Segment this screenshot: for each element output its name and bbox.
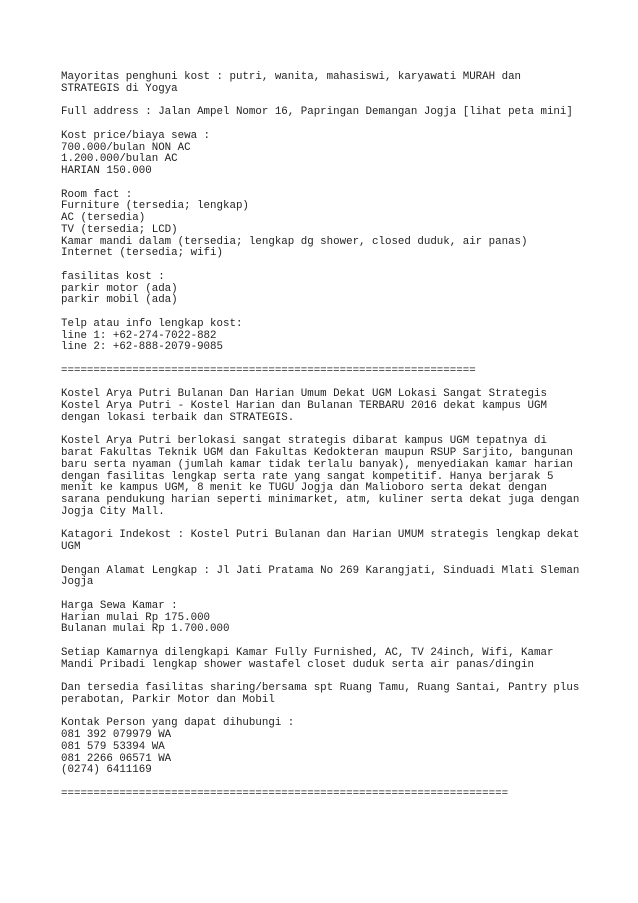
text-line: Kostel Arya Putri berlokasi sangat strategis dibarat kampus UGM tepatnya di — [61, 435, 547, 448]
text-line: (0274) 6411169 — [61, 764, 152, 777]
text-paragraph — [61, 718, 591, 777]
text-line: Harian mulai Rp 175.000 — [61, 611, 211, 624]
text-paragraph — [61, 131, 591, 178]
text-paragraph — [61, 272, 591, 307]
text-paragraph — [61, 683, 591, 707]
text-line: Setiap Kamarnya dilengkapi Kamar Fully Furnished, AC, TV 24inch, Wifi, Kamar — [61, 646, 554, 659]
text-line: dengan fasilitas lengkap serta rate yang sangat kompetitif. Hanya berjarak 5 — [61, 470, 554, 483]
text-line: line 1: +62-274-7022-882 — [61, 329, 217, 342]
text-line: Furniture (tersedia; lengkap) — [61, 200, 249, 213]
text-line: 081 2266 06571 WA — [61, 752, 172, 765]
text-line: Kostel Arya Putri - Kostel Harian dan Bulanan TERBARU 2016 dekat kampus UGM — [61, 400, 547, 412]
text-paragraph — [61, 190, 591, 261]
text-line: TV (tersedia; LCD) — [61, 223, 178, 236]
text-line: baru serta nyaman (jumlah kamar tidak terlalu banyak), menyediakan kamar harian — [61, 458, 573, 471]
text-line: Full address : Jalan Ampel Nomor 16, Papringan Demangan Jogja [lihat peta mini] — [61, 106, 573, 119]
text-line: Kostel Arya Putri Bulanan Dan Harian Umum Dekat UGM Lokasi Sangat Strategis — [61, 388, 547, 401]
text-paragraph — [61, 107, 591, 119]
text-line: Internet (tersedia; wifi) — [61, 247, 223, 260]
text-paragraph — [61, 566, 591, 590]
text-line: 1.200.000/bulan AC — [61, 153, 178, 166]
text-line: Room fact : — [61, 188, 133, 201]
text-line: dengan lokasi terbaik dan STRATEGIS. — [61, 411, 295, 424]
text-line: Dan tersedia fasilitas sharing/bersama spt Ruang Tamu, Ruang Santai, Pantry plus — [61, 682, 580, 694]
text-line: Jogja City Mall. — [61, 505, 165, 518]
text-line: parkir mobil (ada) — [61, 294, 178, 307]
text-paragraph — [61, 436, 591, 518]
text-line: HARIAN 150.000 — [61, 165, 152, 177]
text-line: 081 392 079979 WA — [61, 729, 172, 741]
text-line: 700.000/bulan NON AC — [61, 141, 191, 154]
text-line: barat Fakultas Teknik UGM dan Fakultas Kedokteran maupun RSUP Sarjito, bangunan — [61, 447, 573, 459]
text-line: fasilitas kost : — [61, 270, 165, 283]
text-line: Mayoritas penghuni kost : putri, wanita, mahasiswi, karyawati MURAH dan — [61, 71, 522, 83]
text-line: 081 579 53394 WA — [61, 740, 165, 753]
text-line: AC (tersedia) — [61, 212, 146, 224]
text-line: Jogja — [61, 576, 94, 589]
text-line: Kost price/biaya sewa : — [61, 129, 211, 142]
text-line: Mandi Pribadi lengkap shower wastafel closet duduk serta air panas/dingin — [61, 658, 534, 671]
text-line: sarana pendukung harian seperti minimarket, atm, kuliner serta dekat juga dengan — [61, 494, 580, 506]
text-paragraph — [61, 389, 591, 424]
text-paragraph — [61, 530, 591, 554]
text-line: Kamar mandi dalam (tersedia; lengkap dg shower, closed duduk, air panas) — [61, 235, 528, 248]
text-line: line 2: +62-888-2079-9085 — [61, 341, 223, 354]
text-line: menit ke kampus UGM, 8 menit ke TUGU Jogja dan Malioboro serta dekat dengan — [61, 482, 547, 495]
text-paragraph — [61, 789, 591, 801]
text-paragraph — [61, 72, 591, 96]
text-paragraph — [61, 366, 591, 378]
text-line: parkir motor (ada) — [61, 282, 178, 295]
text-line: Bulanan mulai Rp 1.700.000 — [61, 623, 230, 636]
text-paragraph — [61, 601, 591, 636]
separator-rule: ================================================================ — [61, 364, 476, 377]
text-paragraph — [61, 319, 591, 354]
text-line: Katagori Indekost : Kostel Putri Bulanan dan Harian UMUM strategis lengkap dekat — [61, 529, 580, 542]
text-paragraph — [61, 648, 591, 672]
text-line: Kontak Person yang dapat dihubungi : — [61, 717, 295, 730]
separator-rule: ===================================================================== — [61, 787, 509, 800]
text-line: UGM — [61, 541, 81, 553]
document-body — [61, 72, 591, 812]
text-line: Harga Sewa Kamar : — [61, 599, 178, 612]
text-line: Dengan Alamat Lengkap : Jl Jati Pratama No 269 Karangjati, Sinduadi Mlati Sleman — [61, 564, 580, 577]
text-line: STRATEGIS di Yogya — [61, 82, 178, 95]
text-line: Telp atau info lengkap kost: — [61, 317, 243, 330]
text-line: perabotan, Parkir Motor dan Mobil — [61, 693, 275, 706]
